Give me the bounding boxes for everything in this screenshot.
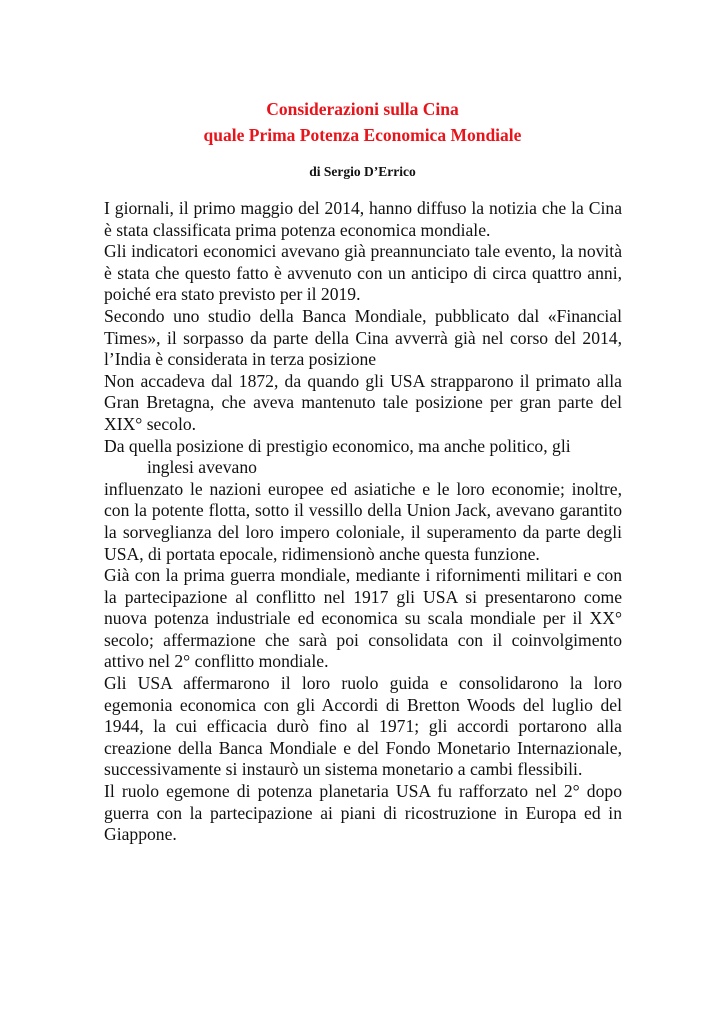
title-line-1: Considerazioni sulla Cina [266, 99, 459, 119]
paragraph: Gli indicatori economici avevano già preannunciato tale evento, la novità è stata che questo fatto è avvenuto con un anticipo di circa quattro anni, poiché era stato previsto per il 2019. [104, 241, 622, 305]
paragraph: influenzato le nazioni europee ed asiatiche e le loro economie; inoltre, con la potente flotta, sotto il vessillo della Union Jack, avevano garantito la sorveglianza del loro impero coloniale, il superamento da parte degli USA, di portata epocale, ridimensionò anche questa funzione. [104, 478, 622, 564]
paragraph: Non accadeva dal 1872, da quando gli USA strapparono il primato alla Gran Bretagna, che aveva mantenuto tale posizione per gran parte del XIX° secolo. [104, 370, 622, 434]
paragraph: Da quella posizione di prestigio economico, ma anche politico, gli [104, 435, 571, 456]
paragraph-indented-fragment: inglesi avevano [147, 457, 257, 478]
article-body [104, 198, 622, 846]
paragraph: Secondo uno studio della Banca Mondiale, pubblicato dal «Financial Times», il sorpasso da parte della Cina avverrà già nel corso del 2014, l’India è considerata in terza posizione [104, 305, 622, 370]
paragraph: I giornali, il primo maggio del 2014, hanno diffuso la notizia che la Cina è stata classificata prima potenza economica mondiale. [104, 198, 622, 240]
paragraph: Gli USA affermarono il loro ruolo guida e consolidarono la loro egemonia economica con gli Accordi di Bretton Woods del luglio del 1944, la cui efficacia durò fino al 1971; gli accordi portarono alla creazione della Banca Mondiale e del Fondo Monetario Internazionale, successivamente si instaurò un sistema monetario a cambi flessibili. [104, 673, 622, 780]
title-line-2: quale Prima Potenza Economica Mondiale [203, 125, 522, 145]
paragraph: Già con la prima guerra mondiale, mediante i rifornimenti militari e con la partecipazione al conflitto nel 1917 gli USA si presentarono come nuova potenza industriale ed economica su scala mondiale per il XX° secolo; affermazione che sarà poi consolidata con il coinvolgimento attivo nel 2° conflitto mondiale. [104, 565, 622, 672]
author-byline: di Sergio D’Errico [309, 164, 416, 179]
paragraph: Il ruolo egemone di potenza planetaria USA fu rafforzato nel 2° dopo guerra con la partecipazione ai piani di ricostruzione in Europa ed in Giappone. [104, 781, 622, 845]
